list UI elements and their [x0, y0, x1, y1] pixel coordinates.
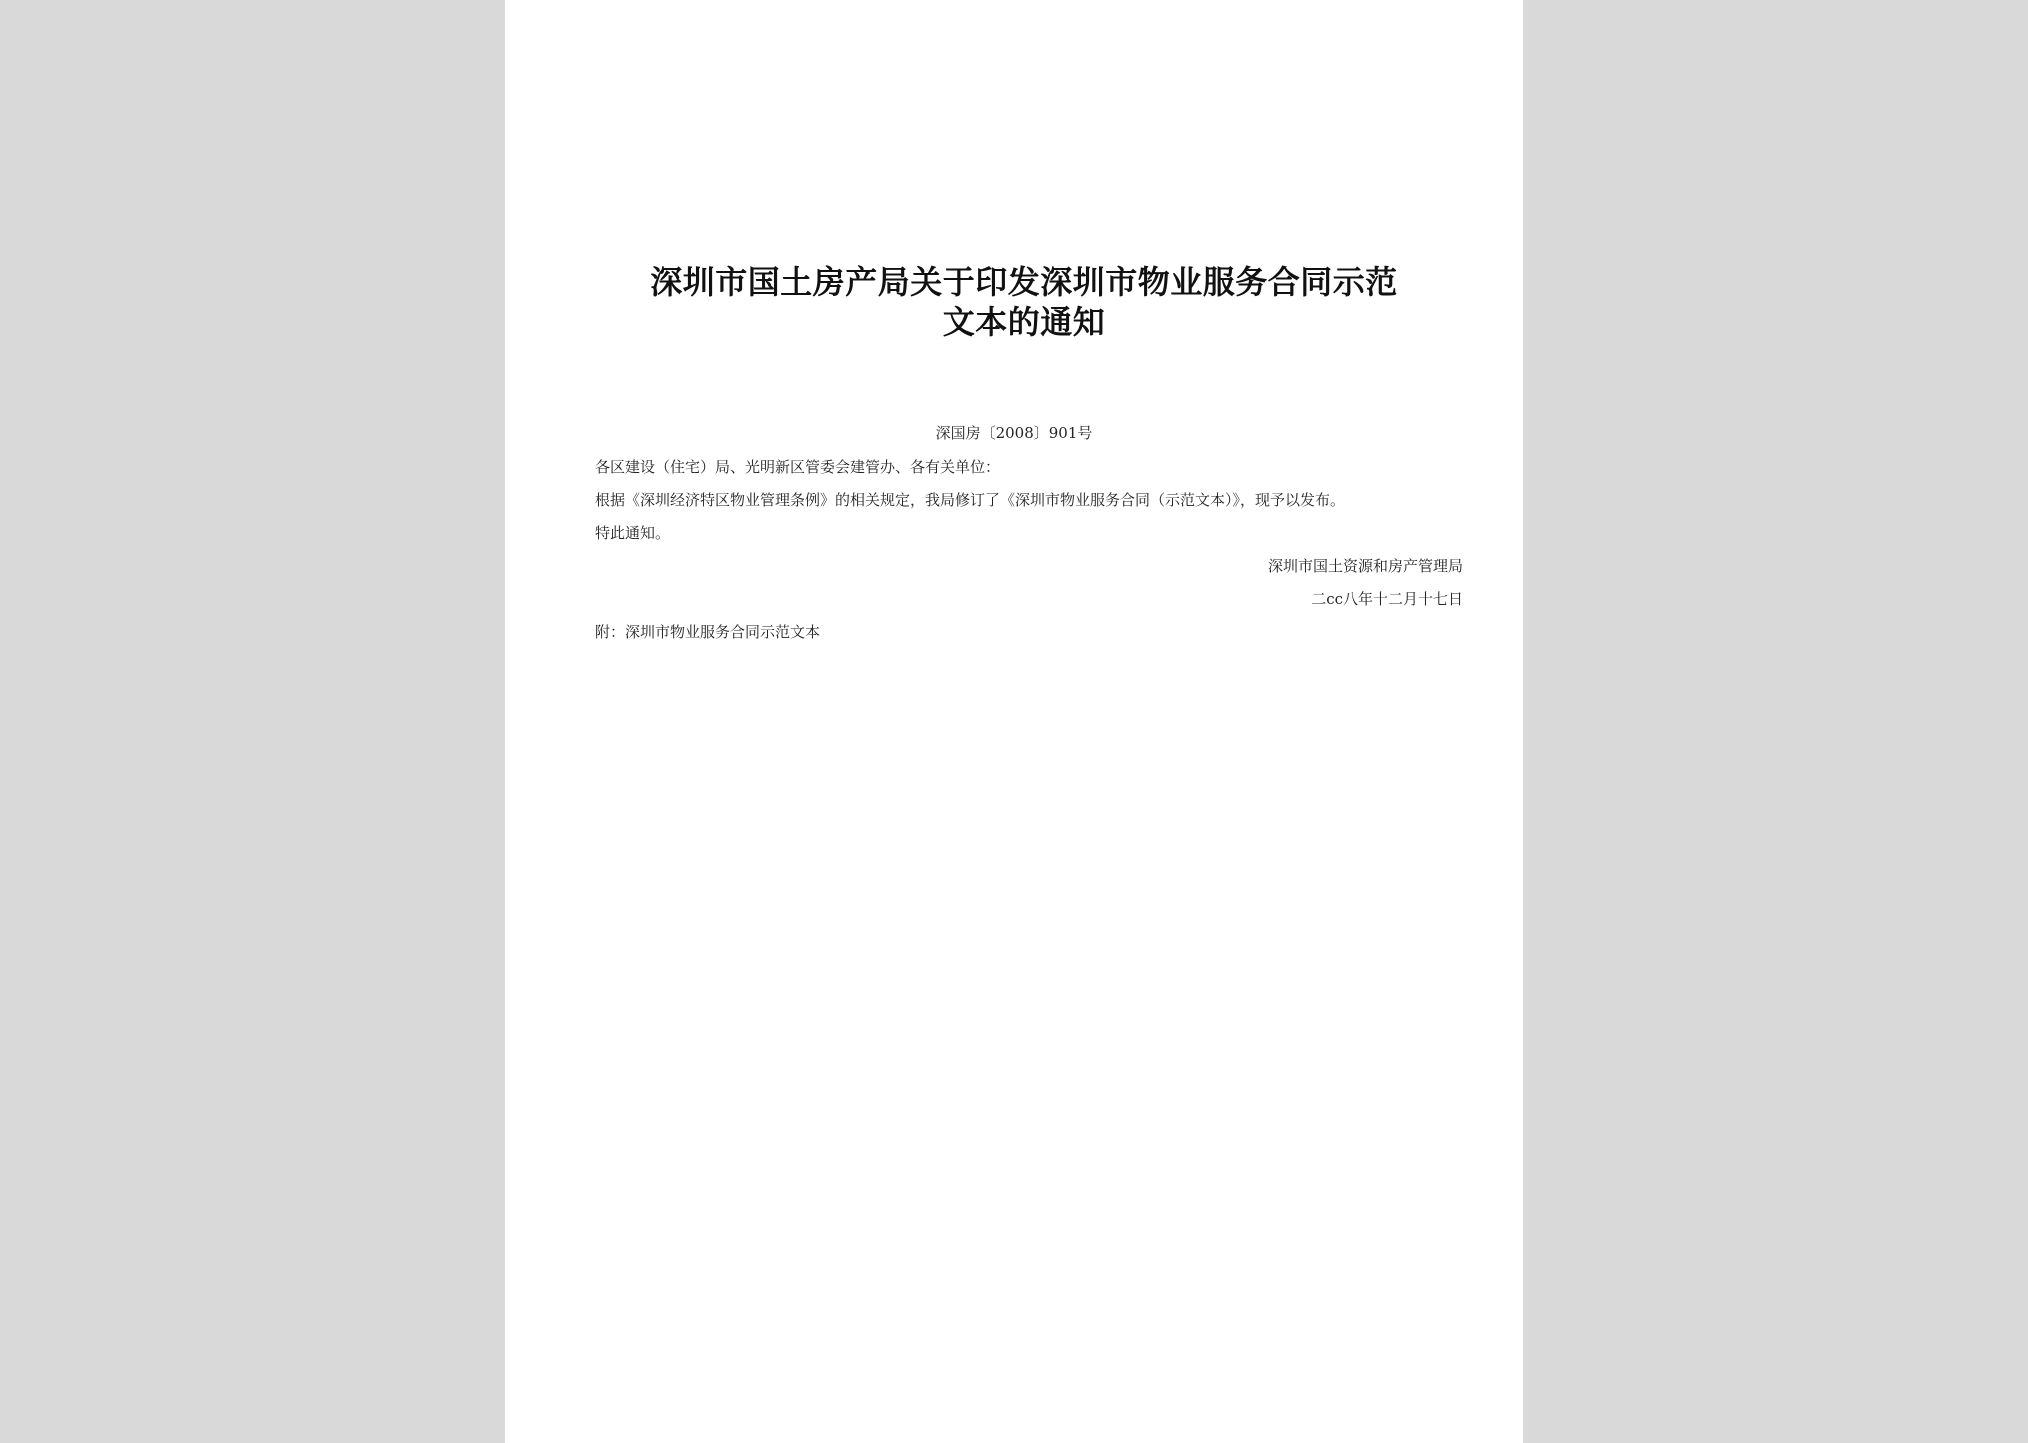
- document-title: [585, 262, 1463, 342]
- document-number: 深国房〔2008〕901号: [935, 424, 1093, 442]
- title-line-1: 深圳市国土房产局关于印发深圳市物业服务合同示范: [650, 263, 1398, 301]
- issue-date: 二cc八年十二月十七日: [1311, 590, 1463, 608]
- addressee-line: 各区建设（住宅）局、光明新区管委会建管办、各有关单位：: [595, 458, 1001, 476]
- closing-line: 特此通知。: [595, 524, 671, 542]
- title-line-2: 文本的通知: [942, 303, 1106, 341]
- body-paragraph: 根据《深圳经济特区物业管理条例》的相关规定，我局修订了《深圳市物业服务合同（示范文本）》，现予以发布。: [595, 491, 1346, 509]
- document-page: [505, 0, 1523, 1443]
- issuer-signature: 深圳市国土资源和房产管理局: [1267, 557, 1463, 575]
- attachment-line: 附：深圳市物业服务合同示范文本: [595, 623, 821, 641]
